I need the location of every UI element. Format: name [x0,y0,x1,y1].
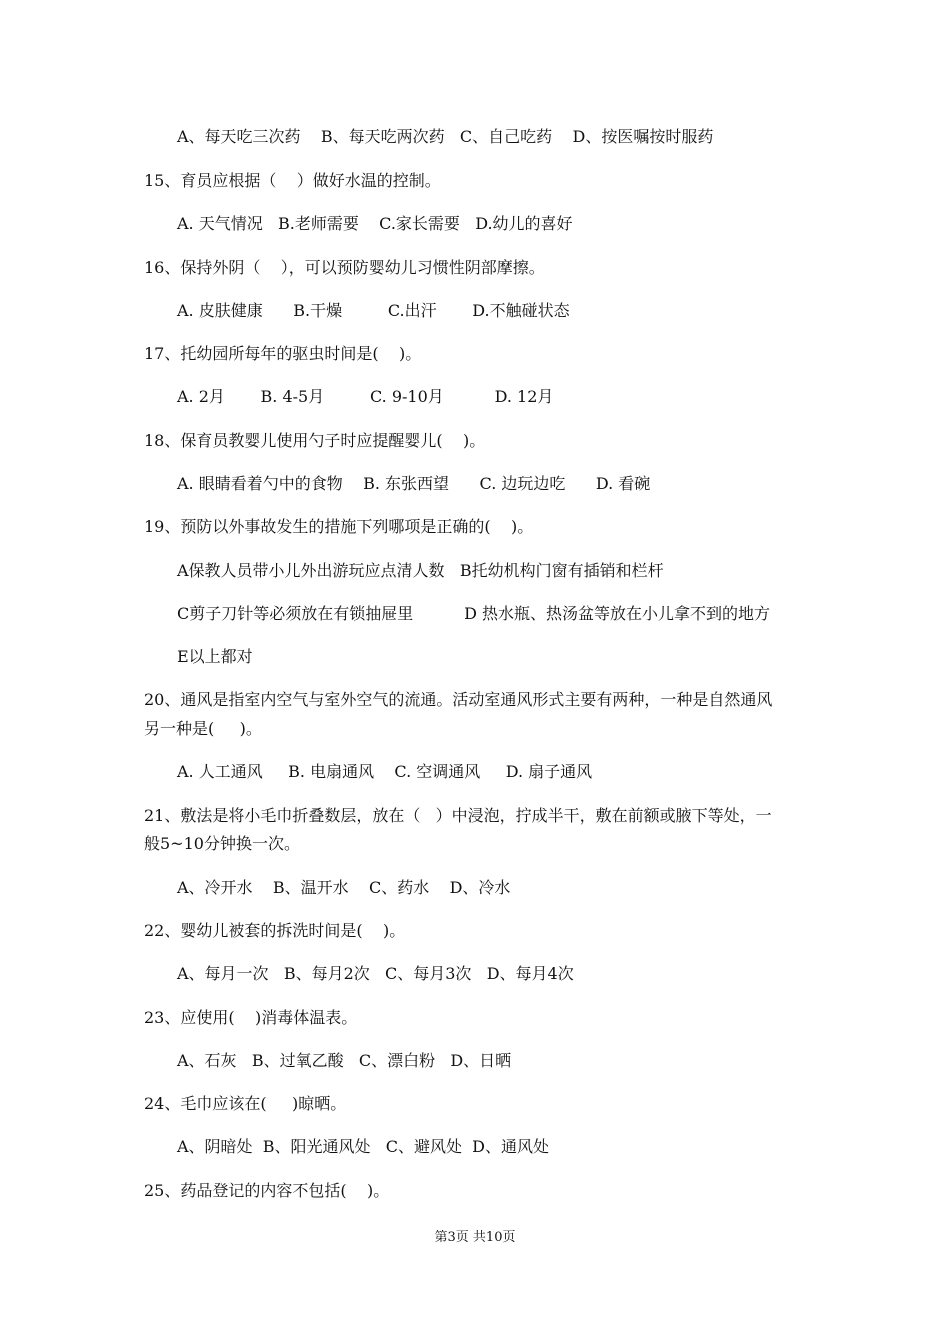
q20-question-line2: 另一种是( )。 [144,719,262,738]
q21-question-line2: 般5~10分钟换一次。 [144,834,300,853]
page-number-footer: 第3页 共10页 [434,1230,516,1245]
q16-question: 16、保持外阴（ ），可以预防婴幼儿习惯性阴部摩擦。 [144,258,545,277]
q17-question: 17、托幼园所每年的驱虫时间是( )。 [144,344,422,363]
q25-question: 25、药品登记的内容不包括( )。 [144,1181,390,1200]
q14-options: A、每天吃三次药 B、每天吃两次药 C、自己吃药 D、按医嘱按时服药 [177,127,714,146]
q19-option-e: E以上都对 [177,647,253,666]
q18-options: A. 眼睛看着勺中的食物 B. 东张西望 C. 边玩边吃 D. 看碗 [177,474,651,493]
q22-question: 22、婴幼儿被套的拆洗时间是( )。 [144,921,406,940]
q20-question-line1: 20、通风是指室内空气与室外空气的流通。活动室通风形式主要有两种，一种是自然通风 [144,690,773,709]
q16-options: A. 皮肤健康 B.干燥 C.出汗 D.不触碰状态 [177,301,570,320]
q18-question: 18、保育员教婴儿使用勺子时应提醒婴儿( )。 [144,431,486,450]
q21-options: A、冷开水 B、温开水 C、药水 D、冷水 [177,878,511,897]
q24-question: 24、毛巾应该在( )晾晒。 [144,1094,347,1113]
q20-options: A. 人工通风 B. 电扇通风 C. 空调通风 D. 扇子通风 [177,762,593,781]
q21-question-line1: 21、敷法是将小毛巾折叠数层，放在（ ）中浸泡，拧成半干，敷在前额或腋下等处，一 [144,806,772,825]
q15-question: 15、育员应根据（ ）做好水温的控制。 [144,171,441,190]
q24-options: A、阴暗处 B、阳光通风处 C、避风处 D、通风处 [177,1137,549,1156]
q19-options-a-b: A保教人员带小儿外出游玩应点清人数 B托幼机构门窗有插销和栏杆 [177,561,664,580]
q23-options: A、石灰 B、过氧乙酸 C、漂白粉 D、日晒 [177,1051,512,1070]
q15-options: A. 天气情况 B.老师需要 C.家长需要 D.幼儿的喜好 [177,214,573,233]
q23-question: 23、应使用( )消毒体温表。 [144,1008,358,1027]
q19-options-c-d: C剪子刀针等必须放在有锁抽屉里 D 热水瓶、热汤盆等放在小儿拿不到的地方 [177,604,771,623]
q17-options: A. 2月 B. 4-5月 C. 9-10月 D. 12月 [177,387,554,406]
q19-question: 19、预防以外事故发生的措施下列哪项是正确的( )。 [144,517,534,536]
q22-options: A、每月一次 B、每月2次 C、每月3次 D、每月4次 [177,964,574,983]
